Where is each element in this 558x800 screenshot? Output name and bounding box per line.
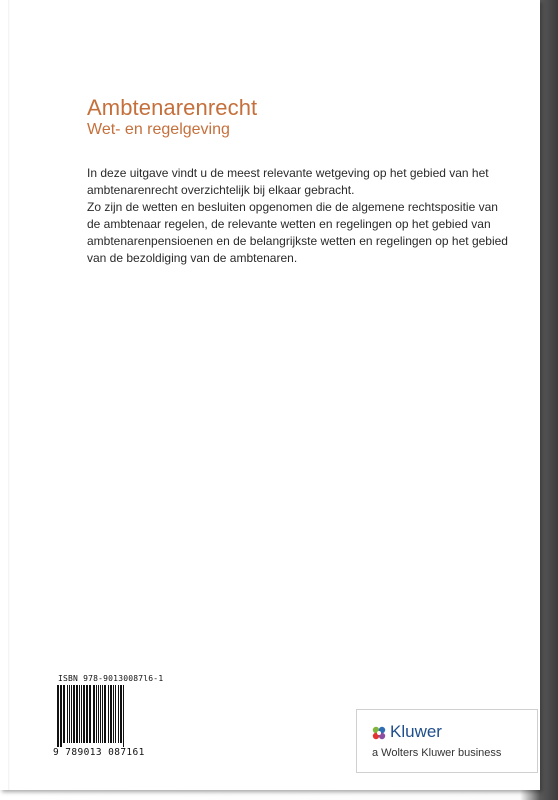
blurb-line: de ambtenaar regelen, de relevante wetten en regelingen op het gebied van	[87, 217, 491, 231]
blurb-line: van de bezoldiging van de ambtenaren.	[87, 251, 298, 265]
publisher-tagline: a Wolters Kluwer business	[372, 747, 502, 759]
barcode-digits: 9 789013 087161	[53, 747, 145, 758]
blurb-line: Zo zijn de wetten en besluiten opgenomen die de algemene rechtspositie van	[87, 200, 498, 214]
cover-blurb	[87, 165, 507, 267]
book-subtitle: Wet- en regelgeving	[87, 121, 230, 138]
blurb-line: ambtenarenrecht overzichtelijk bij elkaar gebracht.	[87, 183, 355, 197]
blurb-line: In deze uitgave vindt u de meest relevante wetgeving op het gebied van het	[87, 166, 489, 180]
book-title: Ambtenarenrecht	[87, 95, 258, 120]
blurb-line: ambtenarenpensioenen en de belangrijkste wetten en regelingen op het gebied	[87, 234, 508, 248]
publisher-logo-box	[356, 709, 538, 773]
kluwer-flower-icon	[371, 725, 387, 741]
barcode-bars	[53, 685, 151, 747]
barcode	[53, 685, 151, 763]
isbn-label: ISBN 978-90130087l6-1	[58, 674, 164, 683]
publisher-name: Kluwer	[390, 722, 442, 741]
